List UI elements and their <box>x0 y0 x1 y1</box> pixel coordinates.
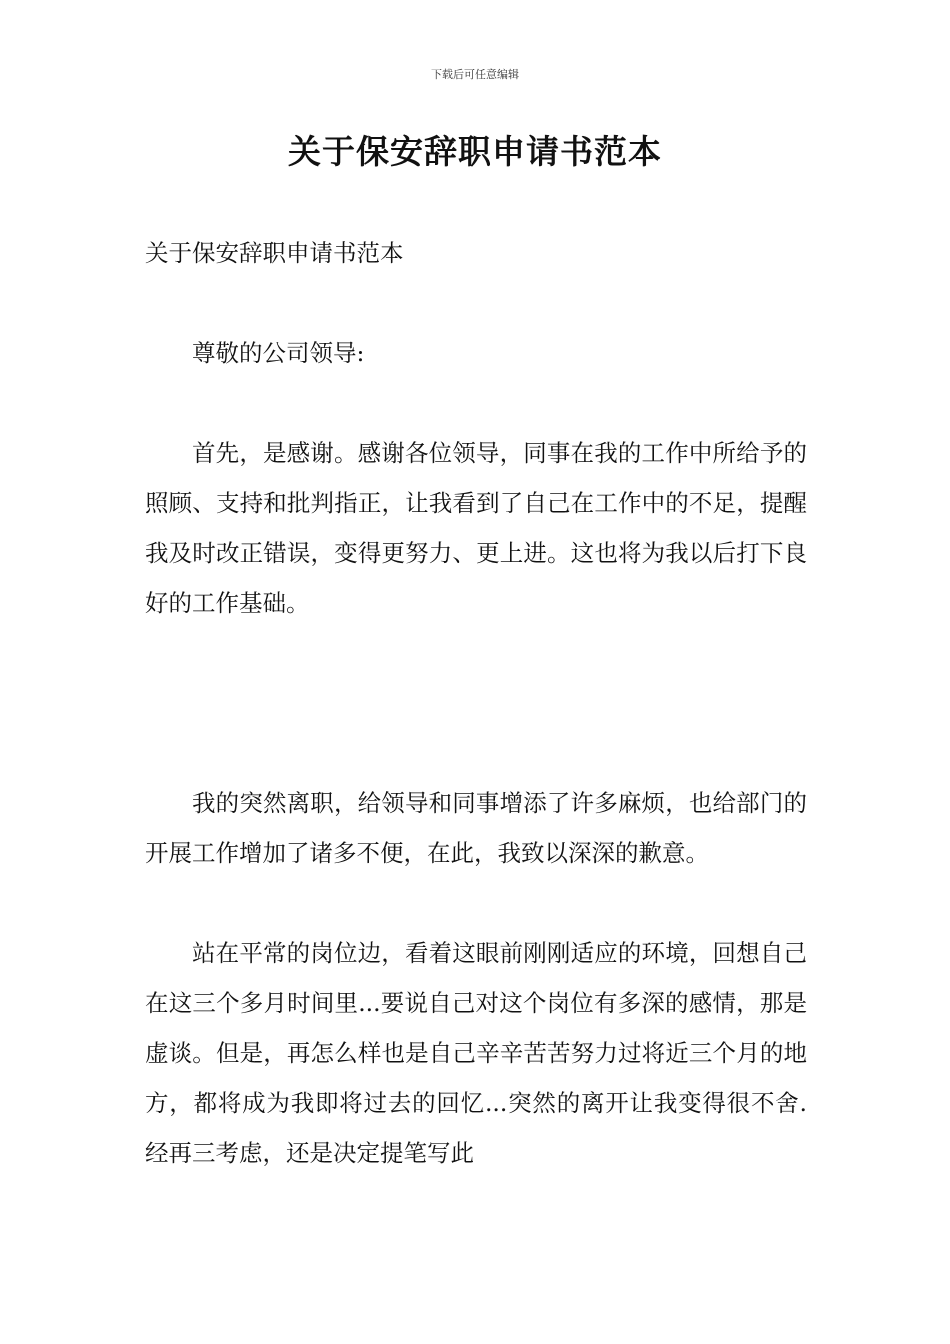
paragraph-apology: 我的突然离职，给领导和同事增添了许多麻烦，也给部门的开展工作增加了诸多不便，在此，我致以深深的歉意。 <box>145 789 807 867</box>
subtitle-line: 关于保安辞职申请书范本 <box>145 239 404 267</box>
paragraph-reflection: 站在平常的岗位边，看着这眼前刚刚适应的环境，回想自己在这三个多月时间里...要说自己对这个岗位有多深的感情，那是虚谈。但是，再怎么样也是自己辛辛苦苦努力过将近三个月的地方，都将成为我即将过去的回忆...突然的离开让我变得很不舍.经再三考虑，还是决定提笔写此 <box>145 939 807 1167</box>
paragraph-thanks: 首先，是感谢。感谢各位领导，同事在我的工作中所给予的照顾、支持和批判指正，让我看到了自己在工作中的不足，提醒我及时改正错误，变得更努力、更上进。这也将为我以后打下良好的工作基础。 <box>145 439 807 617</box>
document-title: 关于保安辞职申请书范本 <box>288 132 662 171</box>
document-body <box>145 228 807 1178</box>
salutation: 尊敬的公司领导: <box>192 339 365 367</box>
header-note: 下载后可任意编辑 <box>431 68 519 81</box>
